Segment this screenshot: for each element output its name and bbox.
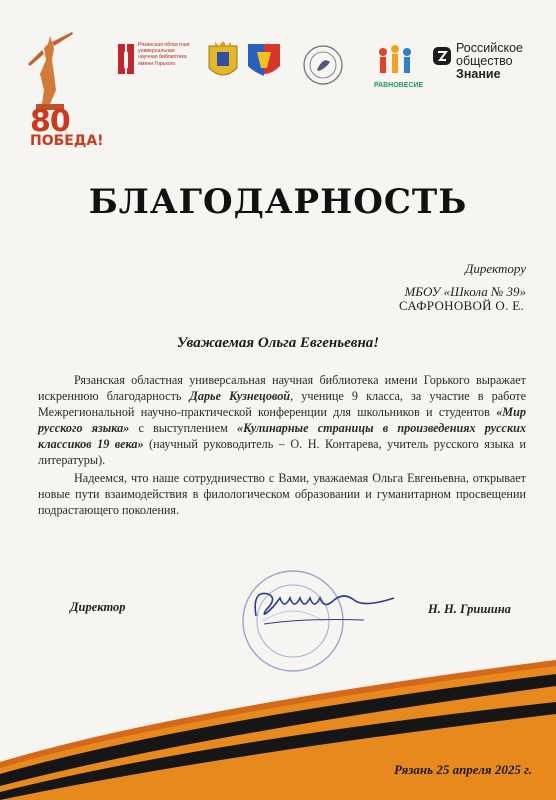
student-name: Дарье Кузнецовой: [189, 389, 291, 403]
recipient-school: МБОУ «Школа № 39»: [404, 284, 526, 299]
library-logo-text: Рязанская областная универсальная научная библиотека имени Горького: [138, 42, 190, 67]
p1-text-c: с выступлением: [129, 421, 237, 435]
badge-word: ПОБЕДА!: [30, 133, 104, 149]
znanie-line-2: общество: [456, 54, 513, 68]
people-icon: [374, 44, 416, 80]
conference-name: «Мир русского языка»: [38, 405, 526, 435]
signatory-name: Н. Н. Гришина: [428, 602, 511, 616]
signatory-role: Директор: [70, 600, 126, 614]
recipient-name: САФРОНОВОЙ О. Е.: [399, 298, 524, 313]
znanie-line-3: Знание: [456, 67, 501, 81]
recipient-block: [404, 257, 526, 303]
talk-title: «Кулинарные страницы в произведениях русских классиков 19 века»: [38, 421, 526, 451]
ravnovesie-label: РАВНОВЕСИЕ: [374, 82, 424, 89]
round-seal-logo-icon: [302, 44, 344, 86]
library-logo: [118, 42, 190, 102]
body-paragraph-1: [38, 372, 526, 468]
document-title: БЛАГОДАРНОСТЬ: [88, 182, 468, 222]
body-paragraph-2: Надеемся, что наше сотрудничество с Вами, уважаемая Ольга Евгеньевна, открывает новые пути взаимодействия в филологическом образовании и гуманитарном просвещении подрастающего поколения.: [38, 471, 526, 517]
p1-text-d: (научный руководитель – О. Н. Контарева, учитель русского языка и литературы).: [38, 437, 526, 467]
znanie-logo: [432, 42, 552, 86]
ravnovesie-logo: [374, 44, 424, 94]
ryazan-coat-of-arms-icon: [205, 40, 241, 84]
p1-text-a: Рязанская областная универсальная научная библиотека имени Горького выражает искреннюю благодарность: [38, 373, 526, 403]
recipient-position: Директору: [465, 261, 526, 276]
p1-text-b: , ученице 9 класса, за участие в работе Межрегиональной научно-практической конференции для школьников и студентов: [38, 389, 526, 419]
letter-body: [38, 372, 526, 518]
place-and-date: Рязань 25 апреля 2025 г.: [394, 762, 532, 777]
greeting: Уважаемая Ольга Евгеньевна!: [176, 335, 380, 351]
region-emblem-icon: [245, 40, 283, 84]
badge-number: 80: [30, 104, 70, 139]
znanie-line-1: Российское: [456, 41, 523, 55]
library-book-icon: [118, 42, 136, 76]
handwritten-signature-icon: [244, 580, 404, 630]
victory-80-badge: [30, 104, 104, 149]
znanie-mark-icon: [432, 46, 452, 66]
